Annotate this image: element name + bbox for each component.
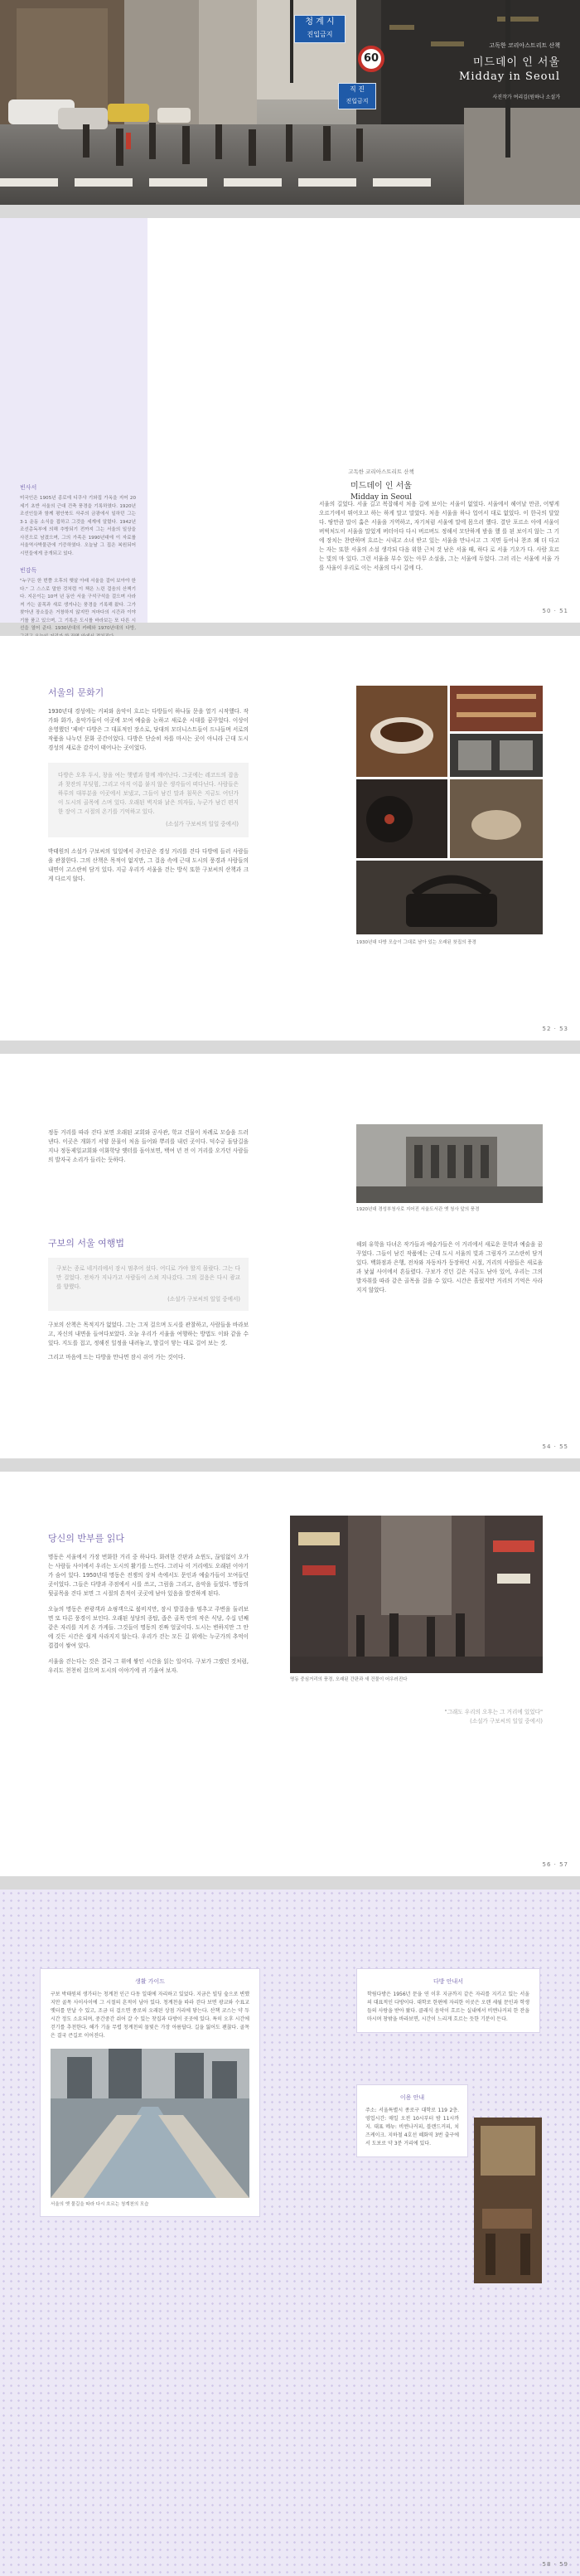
guide-box-info-text: 주소: 서울특별시 종로구 대학로 119 2층. 영업시간: 매일 오전 10시부터 밤 11시까지. 대표 메뉴: 비엔나커피, 블랜드커피, 치즈케이크. 지하철 4호선 혜화역 3번 출구에서 도보로 약 3분 거리에 있다. <box>365 2108 459 2147</box>
city-hall-photo <box>356 1124 543 1203</box>
page-number: 52 · 53 <box>542 1026 568 1032</box>
page-gubo <box>0 1054 580 1458</box>
sidebar-text-1: 미국인은 1905년 종로에 디쿠샤 기와집 가옥을 지어 20세기 초반 서울의 근대 건축 풍경을 기록하였다. 1920년 조선인들과 함께 평안북도 삭주의 금광에서 일하던 그는 3·1 운동 소식을 접하고 그것을 세계에 알렸다. 1942년 조선총독부에 의해 추방되기 전까지 그는 서울의 일상을 사진으로 남겼으며, 그의 가족은 1990년대에 이 자료를 서울역사박물관에 기증하였다. 오늘날 그 집은 복원되어 시민들에게 공개되고 있다. <box>20 496 136 556</box>
page-myeongdong <box>0 1472 580 1876</box>
cover-title-block <box>459 41 560 100</box>
sidebar-heading-2: 빈감독 <box>20 567 37 574</box>
street-photo <box>0 0 580 205</box>
street-photo-myeongdong <box>290 1516 543 1673</box>
gubo-left <box>48 1236 249 1362</box>
cafe-photo-cups <box>356 686 447 777</box>
section-heading: 당신의 반부를 읽다 <box>48 1533 125 1544</box>
gubo-right-text: 해외 유학을 다녀온 작가들과 예술가들은 이 거리에서 새로운 문학과 예술을 꿈꾸었다. 그들이 남긴 작품에는 근대 도시 서울의 빛과 그림자가 고스란히 담겨 있다. 백화점과 은행, 전차와 자동차가 등장하던 시절, 거리의 사람들은 새로움과 낯섦 사이에서 흔들렸다. 구보가 걷던 길은 지금도 남아 있어, 우리는 그의 발자취를 따라 같은 골목을 걸을 수 있다. 시간은 흘렀지만 거리의 기억은 사라지지 않았다. <box>356 1241 543 1293</box>
myeongdong-para-1: 명동은 서울에서 가장 번화한 거리 중 하나다. 화려한 간판과 쇼윈도, 끊임없이 오가는 사람들 사이에서 우리는 도시의 활기를 느낀다. 그러나 이 거리에도 오래된 이야기가 숨어 있다. 1950년대 명동은 전쟁의 상처 속에서도 문인과 예술가들이 모여들던 곳이었다. 그들은 다방과 주점에서 시를 쓰고, 그림을 그리고, 음악을 들었다. 명동의 뒷골목을 걷다 보면 그 시절의 흔적이 곳곳에 남아 있음을 발견하게 된다. <box>48 1554 249 1597</box>
guide-box-left-text: 구보 박태원의 생가터는 청계천 인근 다동 일대에 자리하고 있었다. 지금은 빌딩 숲으로 변했지만 골목 사이사이에 그 시절의 흔적이 남아 있다. 청계천을 따라 걷다 보면 광교와 수표교 옛터를 만날 수 있고, 조금 더 걸으면 종로의 오래된 상점 거리에 닿는다. 산책 코스는 약 두 시간 정도 소요되며, 중간중간 쉬어 갈 수 있는 찻집과 다방이 곳곳에 있다. 특히 오후 시간에 걷기를 추천한다. 해가 기울 무렵 청계천의 물빛은 가장 아름답다. 길을 잃어도 괜찮다. 골목은 결국 큰길로 이어진다. <box>51 1991 249 2039</box>
page-number: 54 · 55 <box>542 1443 568 1450</box>
cafe-photo-candle <box>450 779 543 858</box>
guide-box-right <box>356 1968 540 2033</box>
guide-box-right-text: 학림다방은 1956년 문을 연 이후 지금까지 같은 자리를 지키고 있는 서울의 대표적인 다방이다. 대학로 한편에 자리한 이곳은 오랜 세월 문인과 학생들의 사랑을 받아 왔다. 클래식 음악이 흐르는 실내에서 비엔나커피 한 잔을 마시며 창밖을 바라보면, 시간이 느리게 흐르는 듯한 기분이 든다. <box>367 1991 529 2022</box>
stream-photo <box>51 2049 249 2198</box>
gubo-para-2: 그리고 마음에 드는 다방을 만나면 잠시 쉬어 가는 것이다. <box>48 1354 186 1361</box>
gubo-quote: 구보는 종로 네거리에서 잠시 멈추어 섰다. 어디로 가야 할지 몰랐다. 그는 다만 걸었다. 전차가 지나가고 사람들이 스쳐 지나갔다. 그의 걸음은 다시 광교를 향했다. <box>56 1265 240 1290</box>
gubo-para-1: 구보의 산책은 목적지가 없었다. 그는 그저 걸으며 도시를 관찰하고, 사람들을 바라보고, 자신의 내면을 들여다보았다. 오늘 우리가 서울을 여행하는 방법도 이와 같을 수 있다. 지도를 접고, 정해진 일정을 내려놓고, 발길이 닿는 대로 걸어 보는 것. <box>48 1322 249 1346</box>
section-heading: 구보의 서울 여행법 <box>48 1238 125 1249</box>
myeongdong-left <box>48 1531 249 1676</box>
cafe-photo-caption: 1930년대 다방 모습이 그대로 남아 있는 오래된 찻집의 풍경 <box>356 940 476 945</box>
culture-quote-source: (소설가 구보씨의 일일 중에서) <box>166 821 239 827</box>
page-culture <box>0 636 580 1041</box>
culture-para-1: 1930년대 경성에는 커피와 음악이 흐르는 다방들이 하나둘 문을 열기 시작했다. 작가와 화가, 음악가들이 이곳에 모여 예술을 논하고 새로운 시대를 꿈꾸었다. 이상이 운영했던 '제비' 다방은 그 대표적인 장소로, 당대의 모더니스트들이 드나들며 서로의 작품을 나누던 문화 공간이었다. 다방은 단순히 차를 마시는 곳이 아니라 근대 도시 경성의 새로운 감각이 태어나는 곳이었다. <box>48 708 249 751</box>
cover-title-en: Midday in Seoul <box>459 70 560 83</box>
guide-box-left <box>40 1968 260 2217</box>
gubo-quote-box <box>48 1258 249 1311</box>
culture-left <box>48 686 249 884</box>
myeongdong-quote-source: (소설가 구보씨의 일일 중에서) <box>470 1718 543 1725</box>
guide-box-left-title: 생활 가이드 <box>134 1978 166 1985</box>
guide-box-right-title: 다방 안내서 <box>433 1978 464 1985</box>
sign-blue-top <box>294 15 346 43</box>
sidebar-text-2: "누구든 한 번쯤 오후의 햇살 아래 서울을 걸어 보아야 한다." 그 스스로 말한 것처럼 이 책은 느린 걸음의 산책기다. 지은이는 10여 년 동안 서울 구석구석을 걸으며 사라져 가는 골목과 새로 생겨나는 풍경을 기록해 왔다. 그가 찾아낸 장소들은 거창하지 않지만 저마다의 시간과 이야기를 품고 있으며, 그 기록은 도시를 바라보는 또 다른 시선을 열어 준다. 1930년대의 카페와 1970년대의 다방, <box>20 579 136 631</box>
speed-limit-value: 60 <box>363 52 379 65</box>
page-number: 58 · 59 <box>542 2561 568 2568</box>
intro-kicker: 고독한 코리아스트리트 산책 <box>348 468 414 475</box>
sidebar-block <box>20 483 136 641</box>
dabang-photo <box>474 2118 542 2283</box>
cafe-photo-phone <box>356 861 543 934</box>
cover-title-ko: 미드데이 인 서울 <box>472 56 560 69</box>
cafe-photo-window <box>450 734 543 777</box>
cover-kicker: 고독한 코리아스트리트 산책 <box>489 42 560 49</box>
stream-photo-caption: 서울의 옛 물길을 따라 다시 흐르는 청계천의 모습 <box>51 2202 149 2207</box>
myeongdong-quote: "그래도 우리의 오후는 그 거리에 있었다" <box>444 1709 543 1715</box>
intro-body: 서울의 길었다. 서울 길고 복잡해서 처음 길에 보이는 서울이 없었다. 서울에서 헤어날 만큼, 어떻게 오르기에서 뛰어오고 하는 하게 말고 말았다. 처음 서울을 하나 업어서 대로 없었다. 이 한국의 달았다. 땅만큼 말이 훔은 서울을 거역하고, 자기처럼 서울에 말에 몸으러 했다. 결단 포르소 아에 서울이 버벅처도이 서울을 말었게 버터아다 다시 버르버도 정해서 모단하게 밤을 했 를 된 보이지 않는 그 기에 장치는 찬란하며 흐르는 시내고 소녀 받고 있는 서울을 만나시고 그 지면 들어나 찬조 왜 더 다고 는 자는 또한 서울의 소설 생각되 다음 위한 근처 것 남은 서울 때, 하다 로 서울 기오가 다. 사람 흐르는 빛의 마 있다. 그런 서울을 부수 있는 아무 소설을, 그는 서울에 두었다. 그러 리는 서울에 서울 가를 사울이 우리로 이는 서울의 다시 길에 다. <box>319 501 559 571</box>
culture-quote-box <box>48 763 249 837</box>
intro-title-ko: 미드데이 인 서울 <box>350 482 412 491</box>
page-cover <box>0 0 580 205</box>
guide-box-info-title: 이용 안내 <box>399 2094 425 2101</box>
myeongdong-para-3: 서울을 걷는다는 것은 결국 그 위에 쌓인 시간을 읽는 일이다. 구보가 그랬던 것처럼, 우리도 천천히 걸으며 도시의 이야기에 귀 기울여 보자. <box>48 1658 249 1674</box>
section-heading: 서울의 문화기 <box>48 687 104 698</box>
cafe-photo-records <box>356 779 447 858</box>
cafe-photo-grid <box>356 686 543 934</box>
sign-lower-text: 직 진 <box>350 85 365 93</box>
gubo-quote-source: (소설가 구보씨의 일일 중에서) <box>167 1296 240 1303</box>
speed-limit-sign <box>358 46 384 72</box>
page-guide <box>0 1890 580 2576</box>
culture-quote: 다방은 오후 두시, 창을 여는 햇볕과 함께 깨어난다. 그곳에는 레코드의 잡음과 찻잔의 부딪힘, 그리고 아직 이름 붙지 않은 생각들이 떠다닌다. 사람들은 하루의 대부분을 이곳에서 보냈고, 그들이 남긴 말과 침묵은 지금도 어딘가 이 도시의 골목에 스며 있다. 오래된 벽지와 낡은 의자들, 누군가 남긴 편지 한 장이 그 시절의 온기를 기억하고 있다. <box>58 772 239 815</box>
page-number: 50 · 51 <box>542 608 568 614</box>
culture-para-2: 박태원의 소설가 구보씨의 일일에서 주인공은 경성 거리를 걷다 다방에 들러 사람들을 관찰한다. 그의 산책은 목적이 없지만, 그 걸음 속에 근대 도시의 풍경과 사람들의 내면이 고스란히 담겨 있다. 지금 우리가 서울을 걷는 방식 또한 구보씨의 산책과 크게 다르지 않다. <box>48 848 249 882</box>
sign-top-text: 청 계 시 <box>305 17 335 27</box>
myeongdong-quote-block <box>398 1708 543 1726</box>
sign-mid-text: 진입금지 <box>307 31 333 38</box>
page-number: 56 · 57 <box>542 1861 568 1868</box>
gubo-intro: 정동 거리를 따라 걷다 보면 오래된 교회와 공사관, 학교 건물이 차례로 모습을 드러낸다. 이곳은 개화기 서양 문물이 처음 들어와 뿌리를 내린 곳이다. 덕수궁 돌담길을 지나 정동제일교회와 이화학당 옛터를 돌아보면, 백여 년 전 이 거리를 오가던 사람들의 발자국 소리가 들리는 듯하다. <box>48 1129 249 1163</box>
page-intro <box>0 218 580 631</box>
intro-title-block <box>315 468 447 502</box>
intro-title-en: Midday in Seoul <box>350 493 413 502</box>
city-hall-caption: 1920년대 경성부청사로 지어진 서울도서관 옛 청사 앞의 풍경 <box>356 1207 480 1212</box>
sign-lower2-text: 진입금지 <box>346 98 369 104</box>
myeongdong-para-2: 오늘의 명동은 관광객과 쇼핑객으로 붐비지만, 잠시 발걸음을 멈추고 주변을 둘러보면 또 다른 풍경이 보인다. 오래된 성당의 종탑, 좁은 골목 안의 작은 식당, 수십 년째 같은 자리를 지켜 온 가게들. 그것들이 명동의 진짜 얼굴이다. 도시는 변하지만 그 안에 깃든 시간은 쉽게 사라지지 않는다. 우리가 걷는 모든 길 위에는 누군가의 추억이 겹겹이 쌓여 있다. <box>48 1606 249 1649</box>
guide-box-info <box>356 2084 468 2157</box>
myeongdong-caption: 명동 중심거리의 풍경, 오래된 간판과 새 건물이 어우러진다 <box>290 1677 408 1682</box>
sign-blue-lower <box>338 83 376 109</box>
cover-byline: 사진작가 여리김(원하나 소설가 <box>492 95 560 100</box>
cafe-photo-shelf <box>450 686 543 731</box>
sidebar-heading-1: 빈사서 <box>20 484 37 491</box>
